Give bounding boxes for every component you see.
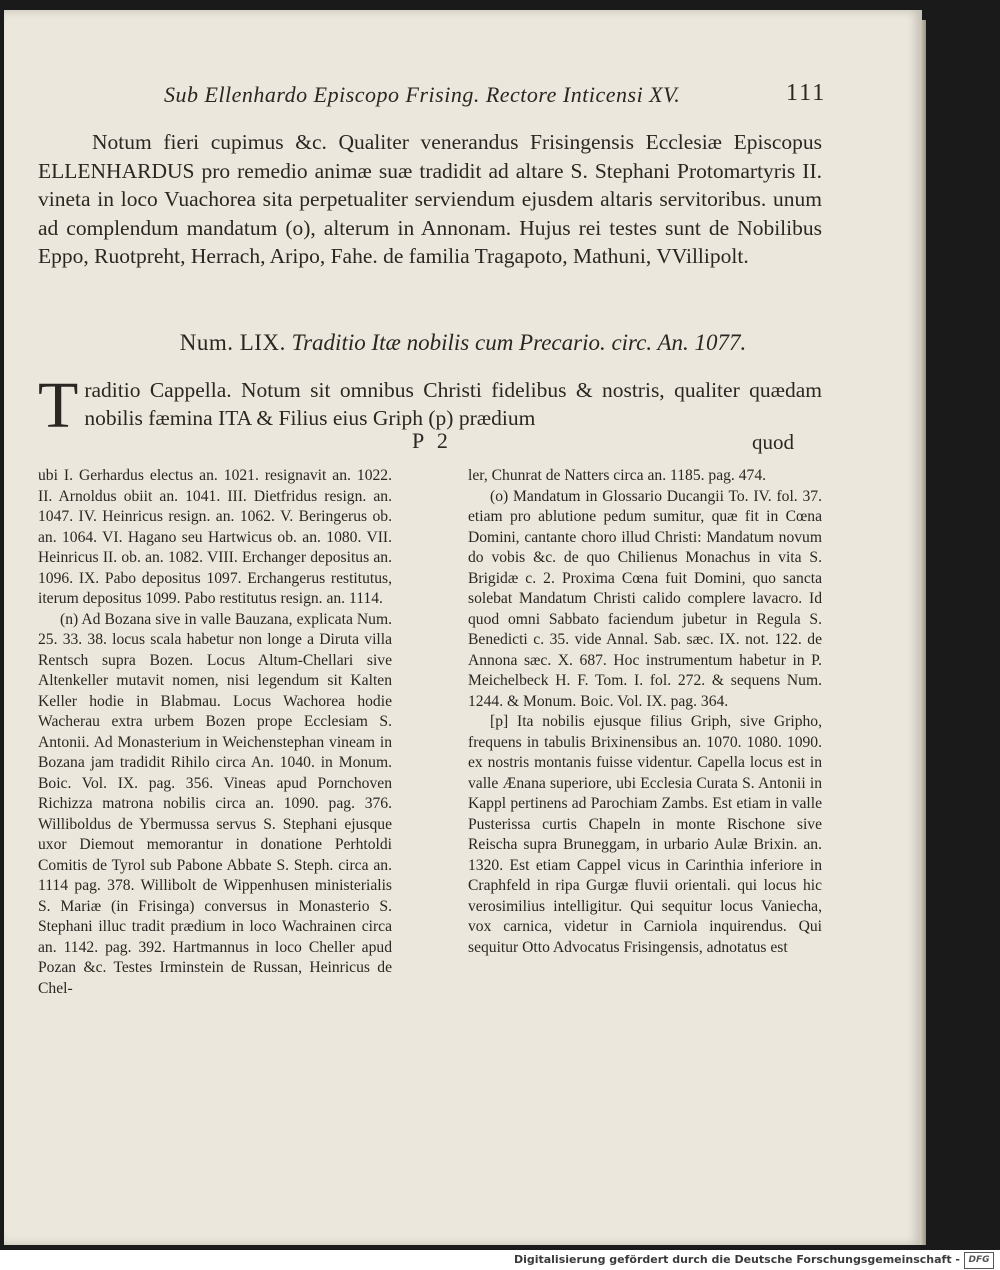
footnote-paragraph: (n) Ad Bozana sive in valle Bauzana, explicata Num. 25. 33. 38. locus scala habetur non longe a Diruta villa Rentsch supra Bozen. Locus Altum-Chellari sive Altenkeller mutavit nomen, nisi legendum sit Kalten Keller hodie in Blabmau. Locus Wachorea hodie Wacherau extra urbem Bozen prope Ecclesiam S. Antonii. Ad Monasterium in Weichenstephan vineam in Bozana jam tradidit Rihilo circa An. 1040. in Monum. Boic. Vol. IX. pag. 356. Vineas apud Pornchoven Richizza matrona nobilis circa an. 1090. pag. 376. Williboldus de Ybermussa servus S. Stephani ejusque uxor Diemout memorantur in donatione Perhtoldi Comitis de Tyrol sub Pabone Abbate S. Steph. circa an. 1114 pag. 378. Willibolt de Wippenhusen ministerialis S. Mariæ (in Frisinga) conversus in Monasterio S. Stephani illuc tradit prædium in loco Wachrainen circa an. 1142. pag. 392. Hartmannus in loco Cheller apud Pozan &c. Testes Irminstein de Russan, Heinricus de Chel-	[38, 610, 392, 997]
funding-note: Digitalisierung gefördert durch die Deutsche Forschungsgemeinschaft -	[513, 1253, 960, 1266]
section-number: Num. LIX.	[179, 330, 286, 355]
charter-paragraph: Notum fieri cupimus &c. Qualiter venerandus Frisingensis Ecclesiæ Episcopus ELLENHARDUS pro remedio animæ suæ tradidit ad altare S. Stephani Protomartyris II. vineta in loco Vuachorea sita perpetualiter serviendum ejusdem altaris servitoribus. unum ad complendum mandatum (o), alterum in Annonam. Hujus rei testes sunt de Nobilibus Eppo, Ruotpreht, Herrach, Aripo, Fahe. de familia Tragapoto, Mathuni, VVillipolt.	[38, 130, 822, 268]
footer-bar	[0, 1250, 1000, 1270]
book-page	[4, 10, 922, 1245]
signature-mark: P 2	[412, 428, 452, 453]
dfg-logo: DFG	[964, 1252, 994, 1269]
footnotes-left-column	[38, 466, 392, 999]
section-title: Traditio Itæ nobilis cum Precario. circ. An. 1077.	[291, 330, 747, 355]
footnote-paragraph: ler, Chunrat de Natters circa an. 1185. pag. 474.	[468, 467, 767, 484]
catchword: quod	[752, 430, 794, 454]
footnote-paragraph: (o) Mandatum in Glossario Ducangii To. IV. fol. 37. etiam pro ablutione pedum sumitur, quæ fit in Cœna Domini, cantante choro illud Christi: Mandatum novum do vobis &c. de quo Chilienus Monachus in vita S. Brigidæ c. 2. Proxima Cœna fuit Domini, quo sancta solebat Mandatum Christi calido complere lavacro. Id quod omni Sabbato faciendum jubetur in Regula S. Benedicti c. 35. vide Annal. Sab. sæc. IX. not. 122. de Annona sæc. X. 687. Hoc instrumentum habetur in P. Meichelbeck H. F. Tom. I. fol. 272. & sequens Num. 1244. & Monum. Boic. Vol. IX. pag. 364.	[468, 487, 822, 710]
section-heading	[4, 330, 922, 356]
page-number: 111	[786, 80, 827, 106]
drop-capital: T	[38, 369, 79, 442]
opening-text: raditio Cappella. Notum sit omnibus Christi fidelibus & nostris, qualiter quædam nobilis fæmina ITA & Filius eius Griph (p) prædium	[84, 378, 822, 430]
footnotes-right-column	[468, 466, 822, 958]
footnote-paragraph: [p] Ita nobilis ejusque filius Griph, sive Gripho, frequens in tabulis Brixinensibus an. 1070. 1080. 1090. ex nostris montanis fuisse videntur. Capella locus est in valle Ænana superiore, ubi Ecclesia Curata S. Antonii in Kappl pertinens ad Parochiam Zambs. Est etiam in valle Pusterissa curtis Chapeln in monte Rischone sive Reischa supra Bruneggam, in urbario Aulæ Brixin. an. 1320. Est etiam Cappel vicus in Carinthia inferiore in Craphfeld in ripa Gurgæ fluvii orientali. qui locus hic verosimilius intelligitur. Qui sequitur locus Vaniecha, vox carnica, videtur in Carniola inquirendus. Qui sequitur Otto Advocatus Frisingensis, adnotatus est	[468, 713, 822, 956]
page-edge	[920, 20, 926, 1245]
running-title: Sub Ellenhardo Episcopo Frising. Rectore Inticensi XV.	[164, 82, 681, 107]
footnote-paragraph: ubi I. Gerhardus electus an. 1021. resignavit an. 1022. II. Arnoldus obiit an. 1041. III. Dietfridus resign. an. 1047. IV. Heinricus resign. an. 1062. V. Beringerus ob. an. 1064. VI. Hagano seu Hartwicus ob. an. 1080. VII. Heinricus II. ob. an. 1082. VIII. Erchanger depositus an. 1096. IX. Pabo depositus 1097. Erchangerus restitutus, iterum depositus 1099. Pabo restitutus resign. an. 1114.	[38, 467, 392, 607]
